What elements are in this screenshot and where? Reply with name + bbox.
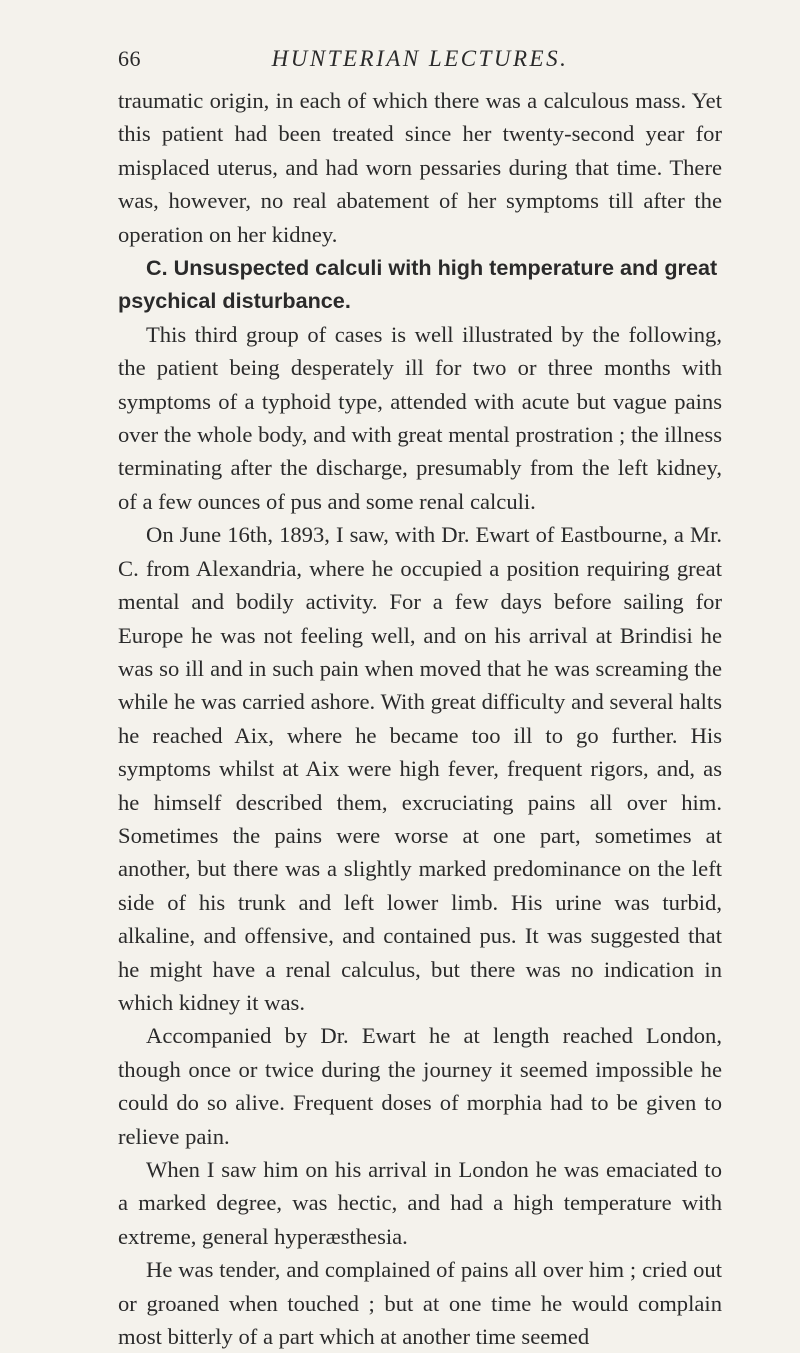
paragraph: This third group of cases is well illustrated by the following, the patient being desperately ill for two or three months with symptoms of a typhoid type, attended with acute but vague pains over the whole body, and with great mental prostration ; the illness terminating after the discharge, presumably from the left kidney, of a few ounces of pus and some renal calculi. [118,321,722,514]
paragraph: He was tender, and complained of pains all over him ; cried out or groaned when touched ; but at one time he would complain most bitterly of a part which at another time seemed [118,1257,722,1350]
running-title: HUNTERIAN LECTURES. [271,46,569,71]
paragraph: Accompanied by Dr. Ewart he at length reached London, though once or twice during the journey it seemed impossible he could do so alive. Frequent doses of morphia had to be given to relieve pain. [118,1023,722,1149]
running-head [118,46,722,76]
section-heading: C. Unsuspected calculi with high temperature and great psychical disturbance. [118,255,718,314]
paragraph: When I saw him on his arrival in London he was emaciated to a marked degree, was hectic, and had a high temperature with extreme, general hyperæsthesia. [118,1157,722,1249]
text-body [118,84,722,1353]
paragraph: On June 16th, 1893, I saw, with Dr. Ewart of Eastbourne, a Mr. C. from Alexandria, where he occupied a position requiring great mental and bodily activity. For a few days before sailing for Europe he was not feeling well, and on his arrival at Brindisi he was so ill and in such pain when moved that he was screaming the while he was carried ashore. With great difficulty and several halts he reached Aix, where he became too ill to go further. His symptoms whilst at Aix were high fever, frequent rigors, and, as he himself described them, excruciating pains all over him. Sometimes the pains were worse at one part, sometimes at another, but there was a slightly marked predominance on the left side of his trunk and left lower limb. His urine was turbid, alkaline, and offensive, and contained pus. It was suggested that he might have a renal calculus, but there was no indication in which kidney it was. [118,522,722,1015]
paragraph-continued: traumatic origin, in each of which there was a calculous mass. Yet this patient had been treated since her twenty-second year for misplaced uterus, and had worn pessaries during that time. There was, however, no real abatement of her symptoms till after the operation on her kidney. [118,88,722,247]
page-number: 66 [118,46,141,71]
